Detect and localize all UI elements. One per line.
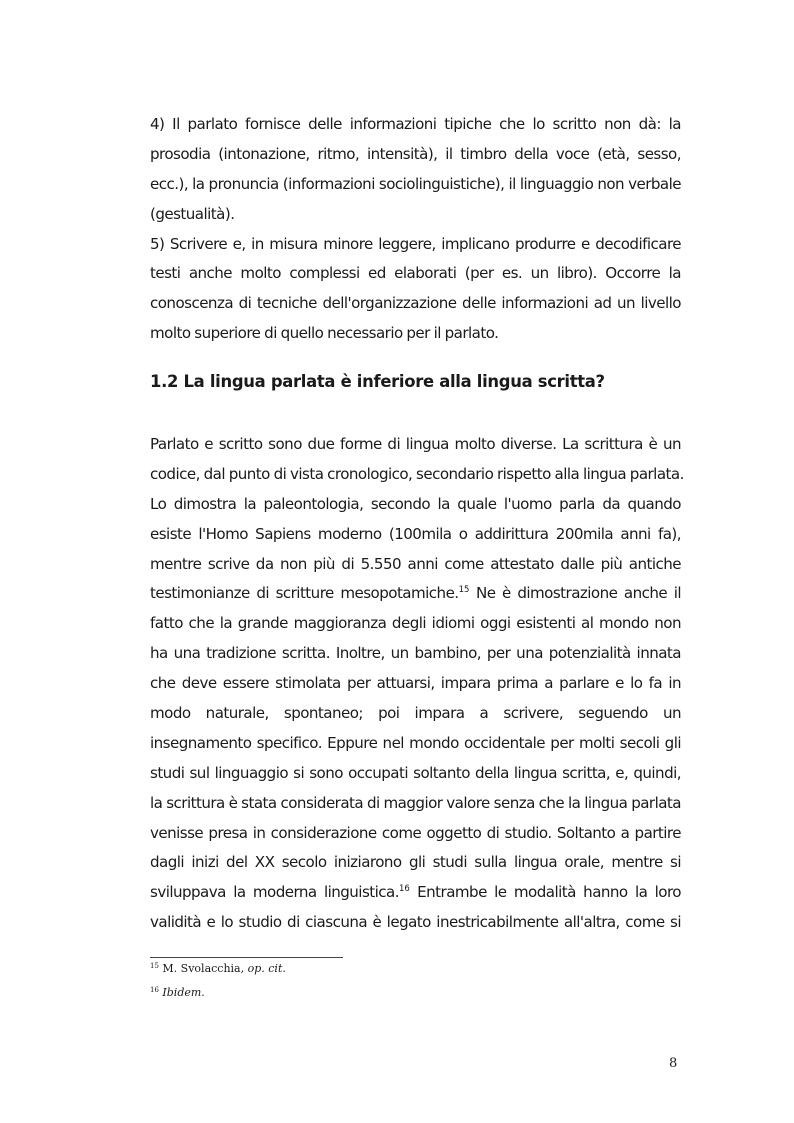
text-line: insegnamento specifico. Eppure nel mondo occidentale per molti secoli gli — [150, 733, 681, 752]
footnote-separator — [150, 957, 343, 958]
text-line: dagli inizi del XX secolo iniziarono gli studi sulla lingua orale, mentre si — [150, 853, 681, 872]
footnote-reference: Ibidem. — [162, 986, 205, 999]
text-line: (gestualità). — [150, 204, 235, 223]
text-segment: Entrambe le modalità hanno la loro — [409, 883, 681, 902]
footnote-number: 15 — [150, 962, 159, 970]
footnote-15 — [150, 962, 286, 975]
text-line: studi sul linguaggio si sono occupati soltanto della lingua scritta, e, quindi, — [150, 763, 681, 782]
previous-section-text — [150, 110, 681, 349]
text-line: la scrittura è stata considerata di maggior valore senza che la lingua parlata — [150, 793, 681, 812]
footnote-ref-15[interactable]: 15 — [458, 585, 470, 596]
text-line: che deve essere stimolata per attuarsi, impara prima a parlare e lo fa in — [150, 674, 681, 693]
text-line: 5) Scrivere e, in misura minore leggere, implicano produrre e decodificare — [150, 234, 681, 253]
text-line: prosodia (intonazione, ritmo, intensità), il timbro della voce (età, sesso, — [150, 144, 681, 163]
text-segment: Ne è dimostrazione anche il — [469, 584, 681, 603]
footnote-16 — [150, 986, 205, 999]
text-line: mentre scrive da non più di 5.550 anni come attestato dalle più antiche — [150, 554, 681, 573]
text-line: 4) Il parlato fornisce delle informazioni tipiche che lo scritto non dà: la — [150, 115, 681, 133]
text-line: fatto che la grande maggioranza degli idiomi oggi esistenti al mondo non — [150, 614, 681, 633]
text-line: Lo dimostra la paleontologia, secondo la quale l'uomo parla da quando — [150, 494, 681, 513]
text-line: esiste l'Homo Sapiens moderno (100mila o addirittura 200mila anni fa), — [150, 524, 681, 543]
section-heading: 1.2 La lingua parlata è inferiore alla lingua scritta? — [150, 372, 605, 391]
text-line-with-footnote — [150, 878, 681, 908]
text-line: validità e lo studio di ciascuna è legato inestricabilmente all'altra, come si — [150, 913, 681, 932]
footnote-number: 16 — [150, 986, 159, 994]
text-line: ecc.), la pronuncia (informazioni sociolinguistiche), il linguaggio non verbale — [150, 174, 681, 193]
text-line: codice, dal punto di vista cronologico, secondario rispetto alla lingua parlata. — [150, 464, 684, 483]
text-line: venisse presa in considerazione come oggetto di studio. Soltanto a partire — [150, 823, 681, 842]
text-segment: testimonianze di scritture mesopotamiche. — [150, 584, 459, 603]
page-number: 8 — [669, 1056, 678, 1071]
text-line: conoscenza di tecniche dell'organizzazione delle informazioni ad un livello — [150, 294, 681, 313]
text-line: modo naturale, spontaneo; poi impara a scrivere, seguendo un — [150, 704, 681, 723]
text-line: ha una tradizione scritta. Inoltre, un bambino, per una potenzialità innata — [150, 644, 681, 663]
text-segment: sviluppava la moderna linguistica. — [150, 883, 399, 902]
text-line: testi anche molto complessi ed elaborati (per es. un libro). Occorre la — [150, 264, 681, 283]
footnote-author: M. Svolacchia, — [162, 962, 248, 975]
text-line: Parlato e scritto sono due forme di lingua molto diverse. La scrittura è un — [150, 435, 681, 453]
text-line: molto superiore di quello necessario per il parlato. — [150, 324, 499, 343]
text-line-with-footnote — [150, 579, 681, 609]
footnote-reference: op. cit. — [247, 962, 286, 975]
footnote-ref-16[interactable]: 16 — [398, 884, 410, 895]
body-text — [150, 430, 684, 938]
